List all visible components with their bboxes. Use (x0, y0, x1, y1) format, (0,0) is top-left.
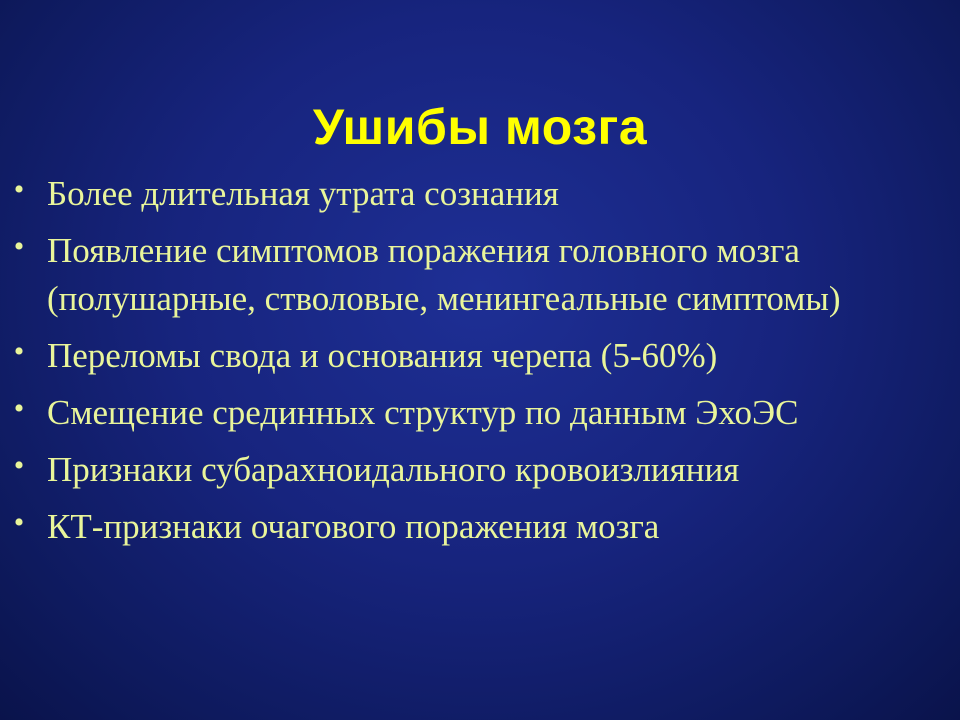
bullet-text: КТ-признаки очагового поражения мозга (47, 507, 660, 546)
bullet-dot-icon: • (13, 506, 25, 539)
slide-title: Ушибы мозга (312, 99, 648, 155)
bullet-item (0, 389, 960, 437)
bullet-dot-icon: • (13, 230, 25, 263)
bullet-item (0, 170, 960, 218)
bullet-dot-icon: • (13, 392, 25, 425)
bullet-text: Появление симптомов поражения головного мозга (полушарные, стволовые, менингеальные симптомы) (47, 231, 841, 318)
bullet-text: Более длительная утрата сознания (47, 174, 559, 213)
bullet-item (0, 446, 960, 494)
bullet-item (0, 332, 960, 380)
bullet-item (0, 503, 960, 551)
bullet-dot-icon: • (13, 449, 25, 482)
bullet-dot-icon: • (13, 335, 25, 368)
bullet-text: Переломы свода и основания черепа (5-60%) (47, 336, 718, 375)
bullet-text: Признаки субарахноидального кровоизлияния (47, 450, 740, 489)
bullet-list (0, 170, 960, 560)
bullet-item (0, 227, 960, 323)
bullet-text: Смещение срединных структур по данным ЭхоЭС (47, 393, 799, 432)
bullet-dot-icon: • (13, 173, 25, 206)
